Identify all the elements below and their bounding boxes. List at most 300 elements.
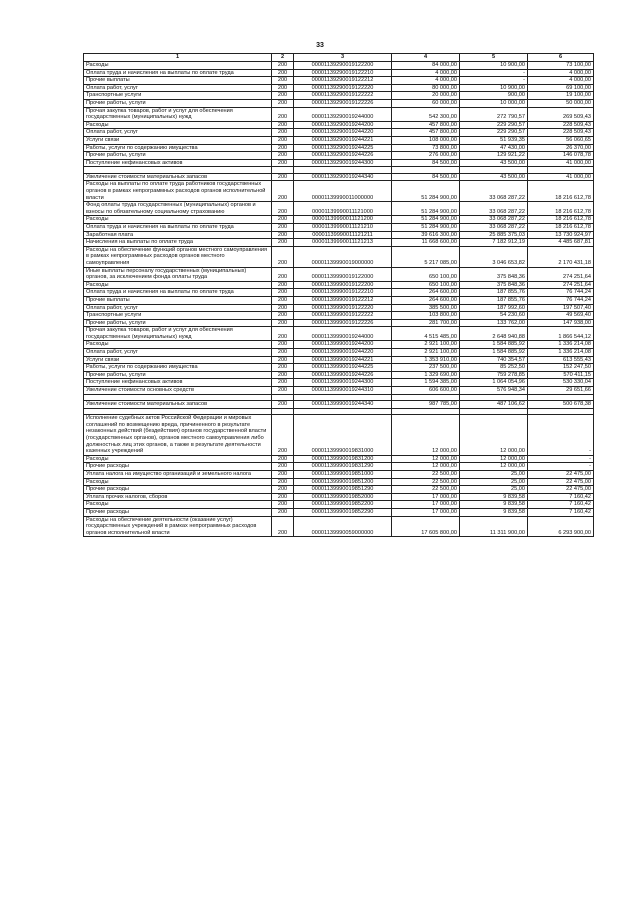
row-approved-cell: 457 800,00 bbox=[392, 121, 460, 129]
row-executed-cell: 85 252,50 bbox=[460, 364, 528, 372]
row-line-code-cell: 200 bbox=[272, 92, 294, 100]
table-row bbox=[84, 387, 594, 395]
row-name-cell: Фонд оплаты труда государственных (муниципальных) органов и взносы по обязательному социальному страхованию bbox=[84, 202, 272, 216]
row-line-code-cell: 200 bbox=[272, 62, 294, 70]
row-budget-code-cell: 00001139990019852000 bbox=[294, 493, 392, 501]
row-budget-code-cell: 00001139290019244340 bbox=[294, 173, 392, 181]
table-row bbox=[84, 129, 594, 137]
row-approved-cell: 17 605 800,00 bbox=[392, 516, 460, 537]
row-name-cell: Начисления на выплаты по оплате труда bbox=[84, 239, 272, 247]
row-approved-cell: 12 000,00 bbox=[392, 463, 460, 471]
row-budget-code-cell: 00001139990019122226 bbox=[294, 319, 392, 327]
row-approved-cell: 264 600,00 bbox=[392, 289, 460, 297]
row-name-cell: Оплата труда и начисления на выплаты по оплате труда bbox=[84, 223, 272, 231]
row-budget-code-cell: 00001139290019122210 bbox=[294, 69, 392, 77]
row-line-code-cell: 200 bbox=[272, 312, 294, 320]
row-line-code-cell: 200 bbox=[272, 508, 294, 516]
row-line-code-cell: 200 bbox=[272, 401, 294, 409]
row-name-cell: Транспортные услуги bbox=[84, 92, 272, 100]
row-approved-cell: 4 000,00 bbox=[392, 69, 460, 77]
row-approved-cell: 22 500,00 bbox=[392, 470, 460, 478]
row-approved-cell: 84 500,00 bbox=[392, 159, 460, 167]
row-approved-cell: 457 800,00 bbox=[392, 129, 460, 137]
row-name-cell: Прочие выплаты bbox=[84, 296, 272, 304]
row-approved-cell: 51 284 900,00 bbox=[392, 216, 460, 224]
row-line-code-cell: 200 bbox=[272, 304, 294, 312]
row-line-code-cell: 200 bbox=[272, 216, 294, 224]
row-name-cell: Прочая закупка товаров, работ и услуг для обеспечения государственных (муниципальных) нужд bbox=[84, 327, 272, 341]
table-row bbox=[84, 379, 594, 387]
row-unexecuted-cell: 13 730 924,97 bbox=[528, 231, 594, 239]
row-unexecuted-cell: 41 000,00 bbox=[528, 159, 594, 167]
row-approved-cell: 22 500,00 bbox=[392, 478, 460, 486]
row-unexecuted-cell: 500 678,38 bbox=[528, 401, 594, 409]
row-name-cell: Уплата налога на имущество организаций и земельного налога bbox=[84, 470, 272, 478]
row-executed-cell: 33 068 287,22 bbox=[460, 216, 528, 224]
row-executed-cell: 759 278,85 bbox=[460, 371, 528, 379]
row-approved-cell: 11 668 600,00 bbox=[392, 239, 460, 247]
row-executed-cell: 187 855,76 bbox=[460, 296, 528, 304]
row-unexecuted-cell: 274 251,64 bbox=[528, 281, 594, 289]
row-executed-cell: 54 230,60 bbox=[460, 312, 528, 320]
table-row bbox=[84, 202, 594, 216]
row-executed-cell: 1 584 885,92 bbox=[460, 349, 528, 357]
row-approved-cell: 51 284 900,00 bbox=[392, 181, 460, 202]
row-name-cell: Услуги связи bbox=[84, 356, 272, 364]
row-name-cell: Прочие работы, услуги bbox=[84, 152, 272, 160]
row-line-code-cell: 200 bbox=[272, 136, 294, 144]
table-row bbox=[84, 246, 594, 267]
row-line-code-cell: 200 bbox=[272, 349, 294, 357]
row-name-cell: Расходы на выплаты по оплате труда работников государственных органов в рамках непрограммных расходов органов исполнительной власти bbox=[84, 181, 272, 202]
table-row bbox=[84, 136, 594, 144]
row-budget-code-cell: 00001139990011121200 bbox=[294, 216, 392, 224]
table-row bbox=[84, 327, 594, 341]
row-budget-code-cell: 00001139990019851200 bbox=[294, 478, 392, 486]
table-row bbox=[84, 267, 594, 281]
row-name-cell: Заработная плата bbox=[84, 231, 272, 239]
row-line-code-cell: 200 bbox=[272, 231, 294, 239]
row-line-code-cell: 200 bbox=[272, 144, 294, 152]
table-row bbox=[84, 470, 594, 478]
table-body bbox=[84, 62, 594, 537]
row-approved-cell: 281 700,00 bbox=[392, 319, 460, 327]
table-row bbox=[84, 415, 594, 456]
row-budget-code-cell: 00001139290019122220 bbox=[294, 84, 392, 92]
row-unexecuted-cell: 269 509,43 bbox=[528, 107, 594, 121]
row-line-code-cell: 200 bbox=[272, 470, 294, 478]
row-approved-cell: 264 600,00 bbox=[392, 296, 460, 304]
row-approved-cell: 1 594 385,00 bbox=[392, 379, 460, 387]
row-line-code-cell: 200 bbox=[272, 246, 294, 267]
row-budget-code-cell: 00001139990019122212 bbox=[294, 296, 392, 304]
row-approved-cell: 12 000,00 bbox=[392, 455, 460, 463]
row-name-cell: Расходы bbox=[84, 501, 272, 509]
row-executed-cell: 2 648 940,88 bbox=[460, 327, 528, 341]
row-name-cell: Прочая закупка товаров, работ и услуг для обеспечения государственных (муниципальных) нужд bbox=[84, 107, 272, 121]
row-budget-code-cell: 00001139990019244300 bbox=[294, 379, 392, 387]
row-name-cell: Расходы bbox=[84, 121, 272, 129]
row-line-code-cell: 200 bbox=[272, 341, 294, 349]
row-executed-cell: 229 290,57 bbox=[460, 129, 528, 137]
row-unexecuted-cell: 2 170 431,18 bbox=[528, 246, 594, 267]
row-executed-cell: 10 900,00 bbox=[460, 84, 528, 92]
row-budget-code-cell: 00001139990019244221 bbox=[294, 356, 392, 364]
row-approved-cell: 51 284 900,00 bbox=[392, 202, 460, 216]
row-budget-code-cell: 00001139290019244221 bbox=[294, 136, 392, 144]
row-approved-cell: 1 329 690,00 bbox=[392, 371, 460, 379]
row-unexecuted-cell: 19 100,00 bbox=[528, 92, 594, 100]
row-unexecuted-cell: 4 000,00 bbox=[528, 69, 594, 77]
row-line-code-cell: 200 bbox=[272, 516, 294, 537]
row-name-cell: Услуги связи bbox=[84, 136, 272, 144]
row-line-code-cell: 200 bbox=[272, 202, 294, 216]
row-budget-code-cell: 00001139990019122210 bbox=[294, 289, 392, 297]
row-line-code-cell: 200 bbox=[272, 223, 294, 231]
row-approved-cell: 987 785,00 bbox=[392, 401, 460, 409]
row-unexecuted-cell: 22 475,00 bbox=[528, 478, 594, 486]
row-unexecuted-cell: 18 216 612,78 bbox=[528, 216, 594, 224]
row-unexecuted-cell: 570 411,15 bbox=[528, 371, 594, 379]
table-row bbox=[84, 356, 594, 364]
table-row bbox=[84, 493, 594, 501]
row-line-code-cell: 200 bbox=[272, 379, 294, 387]
row-executed-cell: 43 500,00 bbox=[460, 173, 528, 181]
row-budget-code-cell: 00001139290019244220 bbox=[294, 129, 392, 137]
row-approved-cell: 80 000,00 bbox=[392, 84, 460, 92]
row-name-cell: Поступление нефинансовых активов bbox=[84, 159, 272, 167]
row-line-code-cell: 200 bbox=[272, 84, 294, 92]
row-line-code-cell: 200 bbox=[272, 501, 294, 509]
row-budget-code-cell: 00001139990019244226 bbox=[294, 371, 392, 379]
table-row bbox=[84, 107, 594, 121]
row-executed-cell: 12 000,00 bbox=[460, 455, 528, 463]
row-line-code-cell: 200 bbox=[272, 486, 294, 494]
row-executed-cell: 47 430,00 bbox=[460, 144, 528, 152]
row-line-code-cell: 200 bbox=[272, 159, 294, 167]
row-budget-code-cell: 00001139990011121213 bbox=[294, 239, 392, 247]
row-budget-code-cell: 00001139990059000000 bbox=[294, 516, 392, 537]
row-approved-cell: 650 100,00 bbox=[392, 281, 460, 289]
row-approved-cell: 2 921 100,00 bbox=[392, 349, 460, 357]
row-budget-code-cell: 00001139990011121000 bbox=[294, 202, 392, 216]
row-executed-cell: 10 000,00 bbox=[460, 99, 528, 107]
row-executed-cell: - bbox=[460, 69, 528, 77]
row-unexecuted-cell: 197 507,40 bbox=[528, 304, 594, 312]
table-row bbox=[84, 181, 594, 202]
row-approved-cell: 1 353 910,00 bbox=[392, 356, 460, 364]
row-line-code-cell: 200 bbox=[272, 121, 294, 129]
row-line-code-cell: 200 bbox=[272, 387, 294, 395]
row-executed-cell: 25 885 375,03 bbox=[460, 231, 528, 239]
row-name-cell: Оплата работ, услуг bbox=[84, 304, 272, 312]
row-unexecuted-cell: 274 251,64 bbox=[528, 267, 594, 281]
table-row bbox=[84, 223, 594, 231]
row-name-cell: Поступление нефинансовых активов bbox=[84, 379, 272, 387]
row-budget-code-cell: 00001139990019244310 bbox=[294, 387, 392, 395]
row-unexecuted-cell: 152 247,50 bbox=[528, 364, 594, 372]
row-executed-cell: 12 000,00 bbox=[460, 463, 528, 471]
table-row bbox=[84, 319, 594, 327]
row-executed-cell: 487 106,62 bbox=[460, 401, 528, 409]
row-unexecuted-cell: 22 475,00 bbox=[528, 470, 594, 478]
row-executed-cell: 25,00 bbox=[460, 478, 528, 486]
row-budget-code-cell: 00001139990019831290 bbox=[294, 463, 392, 471]
row-budget-code-cell: 00001139290019244200 bbox=[294, 121, 392, 129]
row-unexecuted-cell: 530 330,04 bbox=[528, 379, 594, 387]
row-executed-cell: 375 848,36 bbox=[460, 267, 528, 281]
row-line-code-cell: 200 bbox=[272, 296, 294, 304]
row-executed-cell: 1 584 885,92 bbox=[460, 341, 528, 349]
row-unexecuted-cell: 147 938,00 bbox=[528, 319, 594, 327]
row-name-cell: Прочие работы, услуги bbox=[84, 371, 272, 379]
table-row bbox=[84, 516, 594, 537]
row-line-code-cell: 200 bbox=[272, 77, 294, 85]
row-unexecuted-cell: 18 216 612,78 bbox=[528, 202, 594, 216]
row-unexecuted-cell: 76 744,24 bbox=[528, 296, 594, 304]
row-executed-cell: 375 848,36 bbox=[460, 281, 528, 289]
row-unexecuted-cell: - bbox=[528, 455, 594, 463]
row-unexecuted-cell: 29 651,66 bbox=[528, 387, 594, 395]
row-executed-cell: 11 311 900,00 bbox=[460, 516, 528, 537]
row-line-code-cell: 200 bbox=[272, 478, 294, 486]
row-unexecuted-cell: 1 336 214,08 bbox=[528, 341, 594, 349]
column-header: 6 bbox=[528, 54, 594, 62]
row-executed-cell: 9 839,58 bbox=[460, 501, 528, 509]
row-executed-cell: 1 064 054,96 bbox=[460, 379, 528, 387]
row-approved-cell: 51 284 900,00 bbox=[392, 223, 460, 231]
row-name-cell: Увеличение стоимости материальных запасов bbox=[84, 173, 272, 181]
row-unexecuted-cell: 7 160,42 bbox=[528, 501, 594, 509]
row-name-cell: Исполнение судебных актов Российской Федерации и мировых соглашений по возмещению вреда, причиненного в результате незаконных действий (бездействия) органов государственной власти (государственных органов), органов местного самоуправления либо должностных лиц этих органов, а также в результате деятельности казенных учреждений bbox=[84, 415, 272, 456]
column-header: 3 bbox=[294, 54, 392, 62]
table-row bbox=[84, 296, 594, 304]
row-executed-cell: 740 354,57 bbox=[460, 356, 528, 364]
row-line-code-cell: 200 bbox=[272, 319, 294, 327]
row-executed-cell: 33 068 287,22 bbox=[460, 202, 528, 216]
row-unexecuted-cell: 41 000,00 bbox=[528, 173, 594, 181]
table-row bbox=[84, 401, 594, 409]
row-line-code-cell: 200 bbox=[272, 152, 294, 160]
row-line-code-cell: 200 bbox=[272, 371, 294, 379]
row-name-cell: Оплата работ, услуг bbox=[84, 129, 272, 137]
row-budget-code-cell: 00001139290019122212 bbox=[294, 77, 392, 85]
row-approved-cell: 103 800,00 bbox=[392, 312, 460, 320]
row-name-cell: Транспортные услуги bbox=[84, 312, 272, 320]
page-number: 33 bbox=[316, 42, 324, 49]
table-row bbox=[84, 508, 594, 516]
row-name-cell: Прочие расходы bbox=[84, 463, 272, 471]
row-budget-code-cell: 00001139990019122222 bbox=[294, 312, 392, 320]
row-unexecuted-cell: 18 216 612,78 bbox=[528, 181, 594, 202]
row-name-cell: Расходы bbox=[84, 281, 272, 289]
row-executed-cell: 7 182 912,19 bbox=[460, 239, 528, 247]
row-budget-code-cell: 00001139990011121211 bbox=[294, 231, 392, 239]
row-line-code-cell: 200 bbox=[272, 281, 294, 289]
row-budget-code-cell: 00001139990019244220 bbox=[294, 349, 392, 357]
row-executed-cell: 129 921,22 bbox=[460, 152, 528, 160]
row-executed-cell: 9 839,58 bbox=[460, 493, 528, 501]
table-row bbox=[84, 455, 594, 463]
row-executed-cell: 576 948,34 bbox=[460, 387, 528, 395]
row-name-cell: Оплата работ, услуг bbox=[84, 84, 272, 92]
row-unexecuted-cell: 1 866 544,12 bbox=[528, 327, 594, 341]
row-approved-cell: 22 500,00 bbox=[392, 486, 460, 494]
table-row bbox=[84, 216, 594, 224]
row-name-cell: Оплата труда и начисления на выплаты по оплате труда bbox=[84, 289, 272, 297]
row-name-cell: Расходы bbox=[84, 62, 272, 70]
row-approved-cell: 237 500,00 bbox=[392, 364, 460, 372]
row-unexecuted-cell: 1 336 214,08 bbox=[528, 349, 594, 357]
table-row bbox=[84, 371, 594, 379]
row-budget-code-cell: 00001139990011000000 bbox=[294, 181, 392, 202]
row-budget-code-cell: 00001139990011121210 bbox=[294, 223, 392, 231]
row-budget-code-cell: 00001139290019244226 bbox=[294, 152, 392, 160]
column-header: 4 bbox=[392, 54, 460, 62]
row-budget-code-cell: 00001139290019244000 bbox=[294, 107, 392, 121]
row-name-cell: Работы, услуги по содержанию имущества bbox=[84, 144, 272, 152]
row-budget-code-cell: 00001139290019122226 bbox=[294, 99, 392, 107]
row-budget-code-cell: 00001139990019851290 bbox=[294, 486, 392, 494]
table-row bbox=[84, 281, 594, 289]
row-approved-cell: 84 500,00 bbox=[392, 173, 460, 181]
row-approved-cell: 60 000,00 bbox=[392, 99, 460, 107]
row-unexecuted-cell: 73 100,00 bbox=[528, 62, 594, 70]
row-line-code-cell: 200 bbox=[272, 99, 294, 107]
row-name-cell: Прочие работы, услуги bbox=[84, 99, 272, 107]
row-budget-code-cell: 00001139990019831200 bbox=[294, 455, 392, 463]
row-line-code-cell: 200 bbox=[272, 173, 294, 181]
table-row bbox=[84, 463, 594, 471]
table-row bbox=[84, 312, 594, 320]
row-unexecuted-cell: 4 485 687,81 bbox=[528, 239, 594, 247]
row-approved-cell: 276 000,00 bbox=[392, 152, 460, 160]
row-unexecuted-cell: - bbox=[528, 463, 594, 471]
row-budget-code-cell: 00001139990019852290 bbox=[294, 508, 392, 516]
row-approved-cell: 542 300,00 bbox=[392, 107, 460, 121]
row-unexecuted-cell: 6 293 900,00 bbox=[528, 516, 594, 537]
row-executed-cell: 3 046 653,82 bbox=[460, 246, 528, 267]
table-row bbox=[84, 349, 594, 357]
row-approved-cell: 17 000,00 bbox=[392, 501, 460, 509]
row-budget-code-cell: 00001139290019244300 bbox=[294, 159, 392, 167]
table-row bbox=[84, 478, 594, 486]
row-budget-code-cell: 00001139990019000000 bbox=[294, 246, 392, 267]
table-row bbox=[84, 239, 594, 247]
row-line-code-cell: 200 bbox=[272, 327, 294, 341]
row-budget-code-cell: 00001139990019122000 bbox=[294, 267, 392, 281]
row-budget-code-cell: 00001139990019244225 bbox=[294, 364, 392, 372]
row-executed-cell: 9 839,58 bbox=[460, 508, 528, 516]
table-row bbox=[84, 84, 594, 92]
row-line-code-cell: 200 bbox=[272, 181, 294, 202]
table-row bbox=[84, 231, 594, 239]
table-row bbox=[84, 121, 594, 129]
table-row bbox=[84, 77, 594, 85]
row-name-cell: Расходы bbox=[84, 478, 272, 486]
row-name-cell: Расходы bbox=[84, 455, 272, 463]
row-name-cell: Увеличение стоимости материальных запасов bbox=[84, 401, 272, 409]
row-approved-cell: 650 100,00 bbox=[392, 267, 460, 281]
row-name-cell: Работы, услуги по содержанию имущества bbox=[84, 364, 272, 372]
row-line-code-cell: 200 bbox=[272, 455, 294, 463]
row-approved-cell: 4 515 485,00 bbox=[392, 327, 460, 341]
row-line-code-cell: 200 bbox=[272, 415, 294, 456]
row-name-cell: Прочие расходы bbox=[84, 486, 272, 494]
table-row bbox=[84, 152, 594, 160]
row-budget-code-cell: 00001139990019244340 bbox=[294, 401, 392, 409]
row-line-code-cell: 200 bbox=[272, 289, 294, 297]
table-row bbox=[84, 99, 594, 107]
column-header: 2 bbox=[272, 54, 294, 62]
row-unexecuted-cell: 50 000,00 bbox=[528, 99, 594, 107]
row-executed-cell: 187 855,76 bbox=[460, 289, 528, 297]
row-executed-cell: 51 939,35 bbox=[460, 136, 528, 144]
row-budget-code-cell: 00001139990019244200 bbox=[294, 341, 392, 349]
row-line-code-cell: 200 bbox=[272, 463, 294, 471]
row-unexecuted-cell: 228 509,43 bbox=[528, 129, 594, 137]
row-line-code-cell: 200 bbox=[272, 493, 294, 501]
row-budget-code-cell: 00001139990019244000 bbox=[294, 327, 392, 341]
row-unexecuted-cell: 69 100,00 bbox=[528, 84, 594, 92]
row-executed-cell: 25,00 bbox=[460, 486, 528, 494]
table-row bbox=[84, 486, 594, 494]
row-name-cell: Иные выплаты персоналу государственных (муниципальных) органов, за исключением фонда оплаты труда bbox=[84, 267, 272, 281]
row-executed-cell: 900,00 bbox=[460, 92, 528, 100]
row-executed-cell: 33 068 287,22 bbox=[460, 181, 528, 202]
row-name-cell: Расходы bbox=[84, 216, 272, 224]
row-line-code-cell: 200 bbox=[272, 364, 294, 372]
row-unexecuted-cell: 18 216 612,78 bbox=[528, 223, 594, 231]
row-approved-cell: 84 000,00 bbox=[392, 62, 460, 70]
row-executed-cell: 33 068 287,22 bbox=[460, 223, 528, 231]
row-executed-cell: 10 900,00 bbox=[460, 62, 528, 70]
row-name-cell: Прочие выплаты bbox=[84, 77, 272, 85]
row-approved-cell: 12 000,00 bbox=[392, 415, 460, 456]
row-name-cell: Увеличение стоимости основных средств bbox=[84, 387, 272, 395]
table-row bbox=[84, 289, 594, 297]
row-line-code-cell: 200 bbox=[272, 356, 294, 364]
row-unexecuted-cell: 56 060,65 bbox=[528, 136, 594, 144]
row-unexecuted-cell: 49 569,40 bbox=[528, 312, 594, 320]
row-executed-cell: 12 000,00 bbox=[460, 415, 528, 456]
row-unexecuted-cell: 26 370,00 bbox=[528, 144, 594, 152]
row-executed-cell: 272 790,57 bbox=[460, 107, 528, 121]
table-row bbox=[84, 173, 594, 181]
row-executed-cell: 229 290,57 bbox=[460, 121, 528, 129]
row-approved-cell: 4 000,00 bbox=[392, 77, 460, 85]
table-row bbox=[84, 304, 594, 312]
table-row bbox=[84, 159, 594, 167]
row-budget-code-cell: 00001139990019852200 bbox=[294, 501, 392, 509]
row-unexecuted-cell: 613 555,43 bbox=[528, 356, 594, 364]
row-approved-cell: 73 800,00 bbox=[392, 144, 460, 152]
row-approved-cell: 17 000,00 bbox=[392, 493, 460, 501]
row-approved-cell: 20 000,00 bbox=[392, 92, 460, 100]
row-unexecuted-cell: 76 744,24 bbox=[528, 289, 594, 297]
row-line-code-cell: 200 bbox=[272, 267, 294, 281]
table-row bbox=[84, 69, 594, 77]
row-name-cell: Расходы bbox=[84, 341, 272, 349]
row-line-code-cell: 200 bbox=[272, 107, 294, 121]
row-approved-cell: 5 217 085,00 bbox=[392, 246, 460, 267]
row-budget-code-cell: 00001139990019831000 bbox=[294, 415, 392, 456]
row-budget-code-cell: 00001139990019851000 bbox=[294, 470, 392, 478]
row-unexecuted-cell: 7 160,42 bbox=[528, 493, 594, 501]
row-budget-code-cell: 00001139290019122200 bbox=[294, 62, 392, 70]
row-name-cell: Расходы на обеспечение функций органов местного самоуправления в рамках непрограммных расходов органов местного самоуправления bbox=[84, 246, 272, 267]
row-unexecuted-cell: 4 000,00 bbox=[528, 77, 594, 85]
